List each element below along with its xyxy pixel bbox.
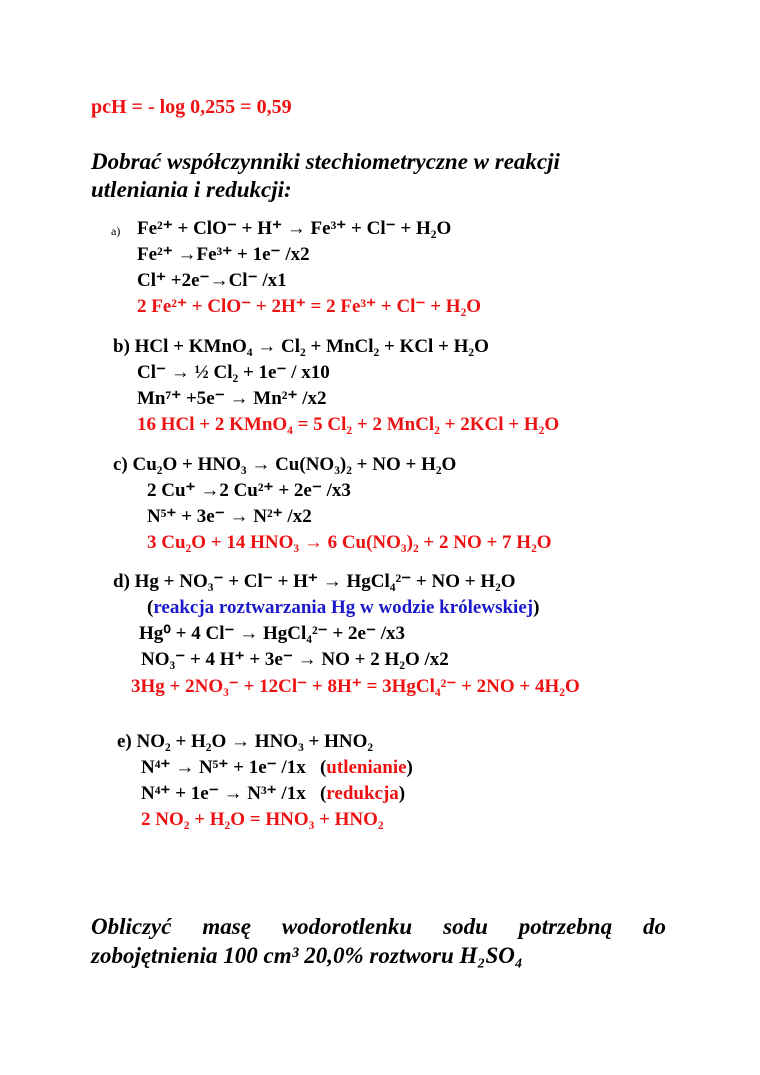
balanced-b: 16 HCl + 2 KMnO₄ = 5 Cl₂ + 2 MnCl₂ + 2KCl + H₂O [137,414,560,435]
half-reaction-e2-line: N⁴⁺ + 1e⁻ → N³⁺ /1x (redukcja) [141,783,406,804]
balanced-d: 3Hg + 2NO₃⁻ + 12Cl⁻ + 8H⁺ = 3HgCl₄²⁻ + 2NO + 4H₂O [131,676,580,697]
note-d-paren: (reakcja roztwarzania Hg w wodzie królewskiej) [147,597,540,618]
half-reaction-c2: N⁵⁺ + 3e⁻ → N²⁺ /x2 [147,506,312,527]
section-a-label: a) [111,224,121,238]
reaction-d: d) Hg + NO₃⁻ + Cl⁻ + H⁺ → HgCl₄²⁻ + NO + H₂O [113,571,516,592]
task1-heading-line2: utleniania i redukcji: [91,177,292,202]
half-reaction-d1: Hg⁰ + 4 Cl⁻ → HgCl₄²⁻ + 2e⁻ /x3 [139,623,406,644]
balanced-a: 2 Fe²⁺ + ClO⁻ + 2H⁺ = 2 Fe³⁺ + Cl⁻ + H₂O [137,296,482,317]
oxidation-label: utlenianie [326,757,407,778]
half-reaction-b2: Mn⁷⁺ +5e⁻ → Mn²⁺ /x2 [137,388,327,409]
half-reaction-e2: N⁴⁺ + 1e⁻ → N³⁺ /1x [141,783,306,804]
ph-equation: pcH = - log 0,255 = 0,59 [91,96,292,118]
half-reaction-c1: 2 Cu⁺ →2 Cu²⁺ + 2e⁻ /x3 [147,480,351,501]
balanced-c: 3 Cu₂O + 14 HNO₃ → 6 Cu(NO₃)₂ + 2 NO + 7 H₂O [147,532,552,553]
task2-line1 [91,915,666,938]
half-reaction-b1: Cl⁻ → ½ Cl₂ + 1e⁻ / x10 [137,362,330,383]
task2-word: Obliczyć [91,914,172,939]
half-reaction-e1-line: N⁴⁺ → N⁵⁺ + 1e⁻ /1x (utlenianie) [141,757,413,778]
reaction-a: Fe²⁺ + ClO⁻ + H⁺ → Fe³⁺ + Cl⁻ + H₂O [137,218,452,239]
balanced-e: 2 NO₂ + H₂O = HNO₃ + HNO₂ [141,809,384,830]
task2-word: masę [202,914,251,939]
half-reaction-d2: NO₃⁻ + 4 H⁺ + 3e⁻ → NO + 2 H₂O /x2 [141,649,449,670]
note-d: reakcja roztwarzania Hg w wodzie królewskiej [153,597,534,618]
task2-line2: zobojętnienia 100 cm³ 20,0% roztworu H₂SO₄ [91,943,523,968]
reduction-label: redukcja [326,783,399,804]
half-reaction-a1: Fe²⁺ →Fe³⁺ + 1e⁻ /x2 [137,244,310,265]
task2-word: sodu [443,914,488,939]
task2-word: potrzebną [518,914,613,939]
reaction-c: c) Cu₂O + HNO₃ → Cu(NO₃)₂ + NO + H₂O [113,454,457,475]
reaction-e: e) NO₂ + H₂O → HNO₃ + HNO₂ [117,731,374,752]
task1-heading-line1: Dobrać współczynniki stechiometryczne w reakcji [91,149,560,174]
task2-word: do [642,914,666,939]
reaction-b: b) HCl + KMnO₄ → Cl₂ + MnCl₂ + KCl + H₂O [113,336,489,357]
half-reaction-e1: N⁴⁺ → N⁵⁺ + 1e⁻ /1x [141,757,306,778]
half-reaction-a2: Cl⁺ +2e⁻→Cl⁻ /x1 [137,270,287,291]
task2-word: wodorotlenku [281,914,413,939]
